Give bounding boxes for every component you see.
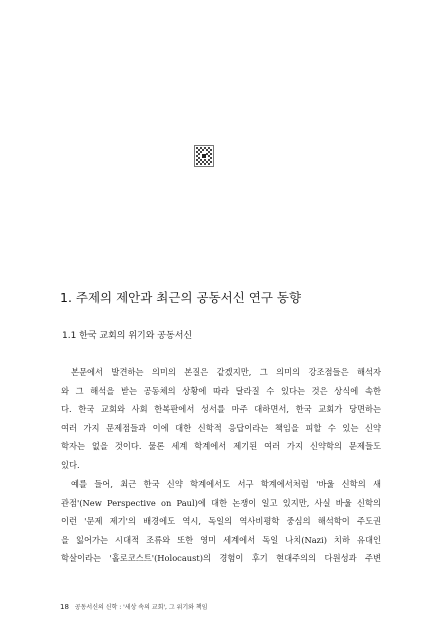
paragraph-line: 다. 한국 교회와 사회 한복판에서 성서를 마주 대하면서, 한국 교회가 당면하는 bbox=[61, 404, 381, 415]
paragraph-line: 이런 '문제 제기'의 배경에도 역시, 독일의 역사비평학 중심의 해석학이 주도권 bbox=[61, 516, 381, 527]
section-title: 1. 주제의 제안과 최근의 공동서신 연구 동향 bbox=[60, 290, 302, 305]
patterned-square-ornament-icon bbox=[194, 145, 214, 167]
body-paragraph-2 bbox=[61, 475, 381, 568]
subsection-title: 1.1 한국 교회의 위기와 공동서신 bbox=[62, 331, 193, 341]
paragraph-line: 있다. bbox=[61, 459, 80, 470]
body-paragraph-1 bbox=[61, 363, 381, 475]
paragraph-line: 학살이라는 '홀로코스트'(Holocaust)의 경험이 후기 현대주의의 다원성과 주변 bbox=[61, 553, 381, 564]
page-footer bbox=[60, 603, 380, 612]
paragraph-line: 학자는 없을 것이다. 물론 세계 학계에서 제기된 여러 가지 신약학의 문제들도 bbox=[61, 441, 381, 452]
paragraph-line: 여러 가지 문제점들과 이에 대한 신학적 응답이라는 책임을 피할 수 있는 신약 bbox=[61, 422, 381, 433]
paragraph-line: 본문에서 발견하는 의미의 본질은 같겠지만, 그 의미의 강조점들은 해석자 bbox=[71, 367, 381, 377]
paragraph-line: 와 그 해석을 받는 공동체의 상황에 따라 달라질 수 있다는 것은 상식에 속한 bbox=[61, 385, 381, 396]
paragraph-line: 예를 들어, 최근 한국 신약 학계에서도 서구 학계에서처럼 '바울 신학의 새 bbox=[71, 479, 381, 489]
paragraph-line: 을 잃어가는 시대적 조류와 또한 영미 세계에서 독일 나치(Nazi) 치하 유대인 bbox=[61, 534, 381, 545]
page-number: 18 bbox=[60, 603, 69, 611]
paragraph-line: 관점'(New Perspective on Paul)에 대한 논쟁이 일고 있지만, 사실 바울 신학의 bbox=[61, 497, 381, 508]
running-title: 공동서신의 신학 : '세상 속의 교회', 그 위기와 책임 bbox=[74, 604, 208, 611]
